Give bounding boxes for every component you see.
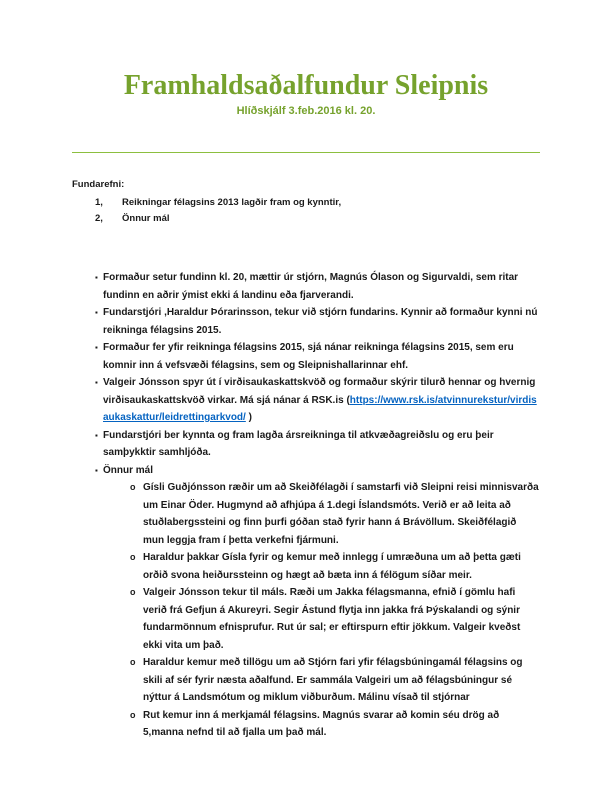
agenda-item-text: Önnur mál	[122, 213, 170, 224]
horizontal-divider	[72, 152, 540, 153]
agenda-item-number: 1,	[95, 197, 103, 208]
document-title: Framhaldsaðalfundur Sleipnis	[123, 70, 489, 101]
bullet-icon: ▪	[95, 465, 98, 475]
minutes-bullet-text: Formaður setur fundinn kl. 20, mættir úr stjórn, Magnús Ólason og Sigurvaldi, sem ritar fundinn en aðrir ýmist ekki á landinu eða fjarverandi.	[103, 272, 519, 301]
bullet-icon: ▪	[95, 343, 98, 352]
minutes-bullet-text: Formaður fer yfir reikninga félagsins 2015, sjá nánar reikninga félagsins 2015, sem eru komnir inn á vefsvæði félagsins, sem og Sleipnishallarinnar ehf.	[103, 342, 514, 371]
minutes-bullet-text: Valgeir Jónsson spyr út í virðisaukaskattskvöð og formaður skýrir tilurð hennar og hvernig virðisaukaskattskvöð virkar. Má sjá nánar á RSK.is (	[103, 377, 536, 406]
sub-bullet-icon: o	[130, 587, 136, 597]
minutes-bullet	[72, 462, 540, 742]
bullet-icon: ▪	[95, 308, 98, 317]
sub-bullet-icon: o	[130, 709, 136, 720]
agenda-item-number: 2,	[95, 213, 103, 224]
minutes-sub-bullet	[103, 707, 540, 742]
agenda-item	[95, 195, 540, 211]
agenda-list	[72, 195, 540, 227]
agenda-item	[95, 211, 540, 227]
minutes-bullet-text: Fundarstjóri ,Haraldur Þórarinsson, tekur við stjórn fundarins. Kynnir að formaður kynni nú reikninga félagsins 2015.	[103, 307, 538, 336]
minutes-sub-bullet	[103, 654, 540, 707]
minutes-sub-bullet	[103, 584, 540, 654]
minutes-bullet-text: Fundarstjóri ber kynnta og fram lagða ársreikninga til atkvæðagreiðslu og eru þeir samþykktir samhljóða.	[103, 429, 494, 458]
bullet-icon: ▪	[95, 430, 98, 440]
minutes-bullet	[72, 374, 540, 427]
minutes-sub-bullet-text: Haraldur þakkar Gísla fyrir og kemur með innlegg í umræðuna um að þetta gæti orðið svona heiðurssteinn og hægt að bæta inn á félögum síðar meir.	[143, 552, 521, 581]
other-matters-sublist	[103, 479, 540, 742]
minutes-list	[72, 269, 540, 742]
bullet-icon: ▪	[95, 273, 98, 282]
minutes-bullet	[72, 427, 540, 462]
minutes-sub-bullet-text: Haraldur kemur með tillögu um að Stjórn fari yfir félagsbúningamál félagsins og skili af sér fyrir næsta aðalfund. Er sammála Valgeiri um að félagsbúningur sé nýttur á Landsmótum og miklum viðburðum. Málinu vísað til stjórnar	[143, 657, 523, 703]
minutes-sub-bullet	[103, 549, 540, 584]
minutes-sub-bullet-text: Gísli Guðjónsson ræðir um að Skeiðfélagði í samstarfi við Sleipni reisi minnisvarða um Einar Öder. Hugmynd að afhjúpa á 1.degi Íslandsmóts. Verið er að leita að stuðlabergssteini og finn þurfi góðan stað fyrir hann á Brávöllum. Skeiðfélagið mun leggja fram í þetta verkefni fjármuni.	[143, 482, 539, 546]
agenda-heading: Fundarefni:	[72, 179, 125, 190]
minutes-bullet	[72, 304, 540, 339]
minutes-sub-bullet-text: Rut kemur inn á merkjamál félagsins. Magnús svarar að komin séu drög að 5,manna nefnd til að fjalla um það mál.	[143, 709, 500, 738]
sub-bullet-icon: o	[130, 657, 136, 667]
sub-bullet-icon: o	[130, 482, 136, 492]
minutes-sub-bullet-text: Valgeir Jónsson tekur til máls. Ræði um Jakka félagsmanna, efnið í gömlu hafi verið frá Gefjun á Akureyri. Segir Ástund flytja inn jakka frá Þýskalandi og sýnir fundarmönnum efnisprufur. Rut úr sal; er eftirspurn eftir jökkum. Valgeir kveðst ekki vita um það.	[143, 587, 521, 651]
bullet-icon: ▪	[95, 378, 98, 387]
minutes-sub-bullet	[103, 479, 540, 549]
sub-bullet-icon: o	[130, 552, 136, 562]
minutes-bullet	[72, 339, 540, 374]
rsk-hyperlink[interactable]: https://www.rsk.is/atvinnurekstur/virdisaukaskattur/leidrettingarkvod/	[103, 394, 537, 423]
minutes-bullet-text: Önnur mál	[103, 464, 154, 476]
minutes-bullet-text: )	[245, 412, 252, 423]
minutes-bullet	[72, 269, 540, 304]
document-subtitle: Hlíðskjálf 3.feb.2016 kl. 20.	[236, 105, 376, 117]
agenda-item-text: Reikningar félagsins 2013 lagðir fram og kynntir,	[122, 197, 342, 208]
